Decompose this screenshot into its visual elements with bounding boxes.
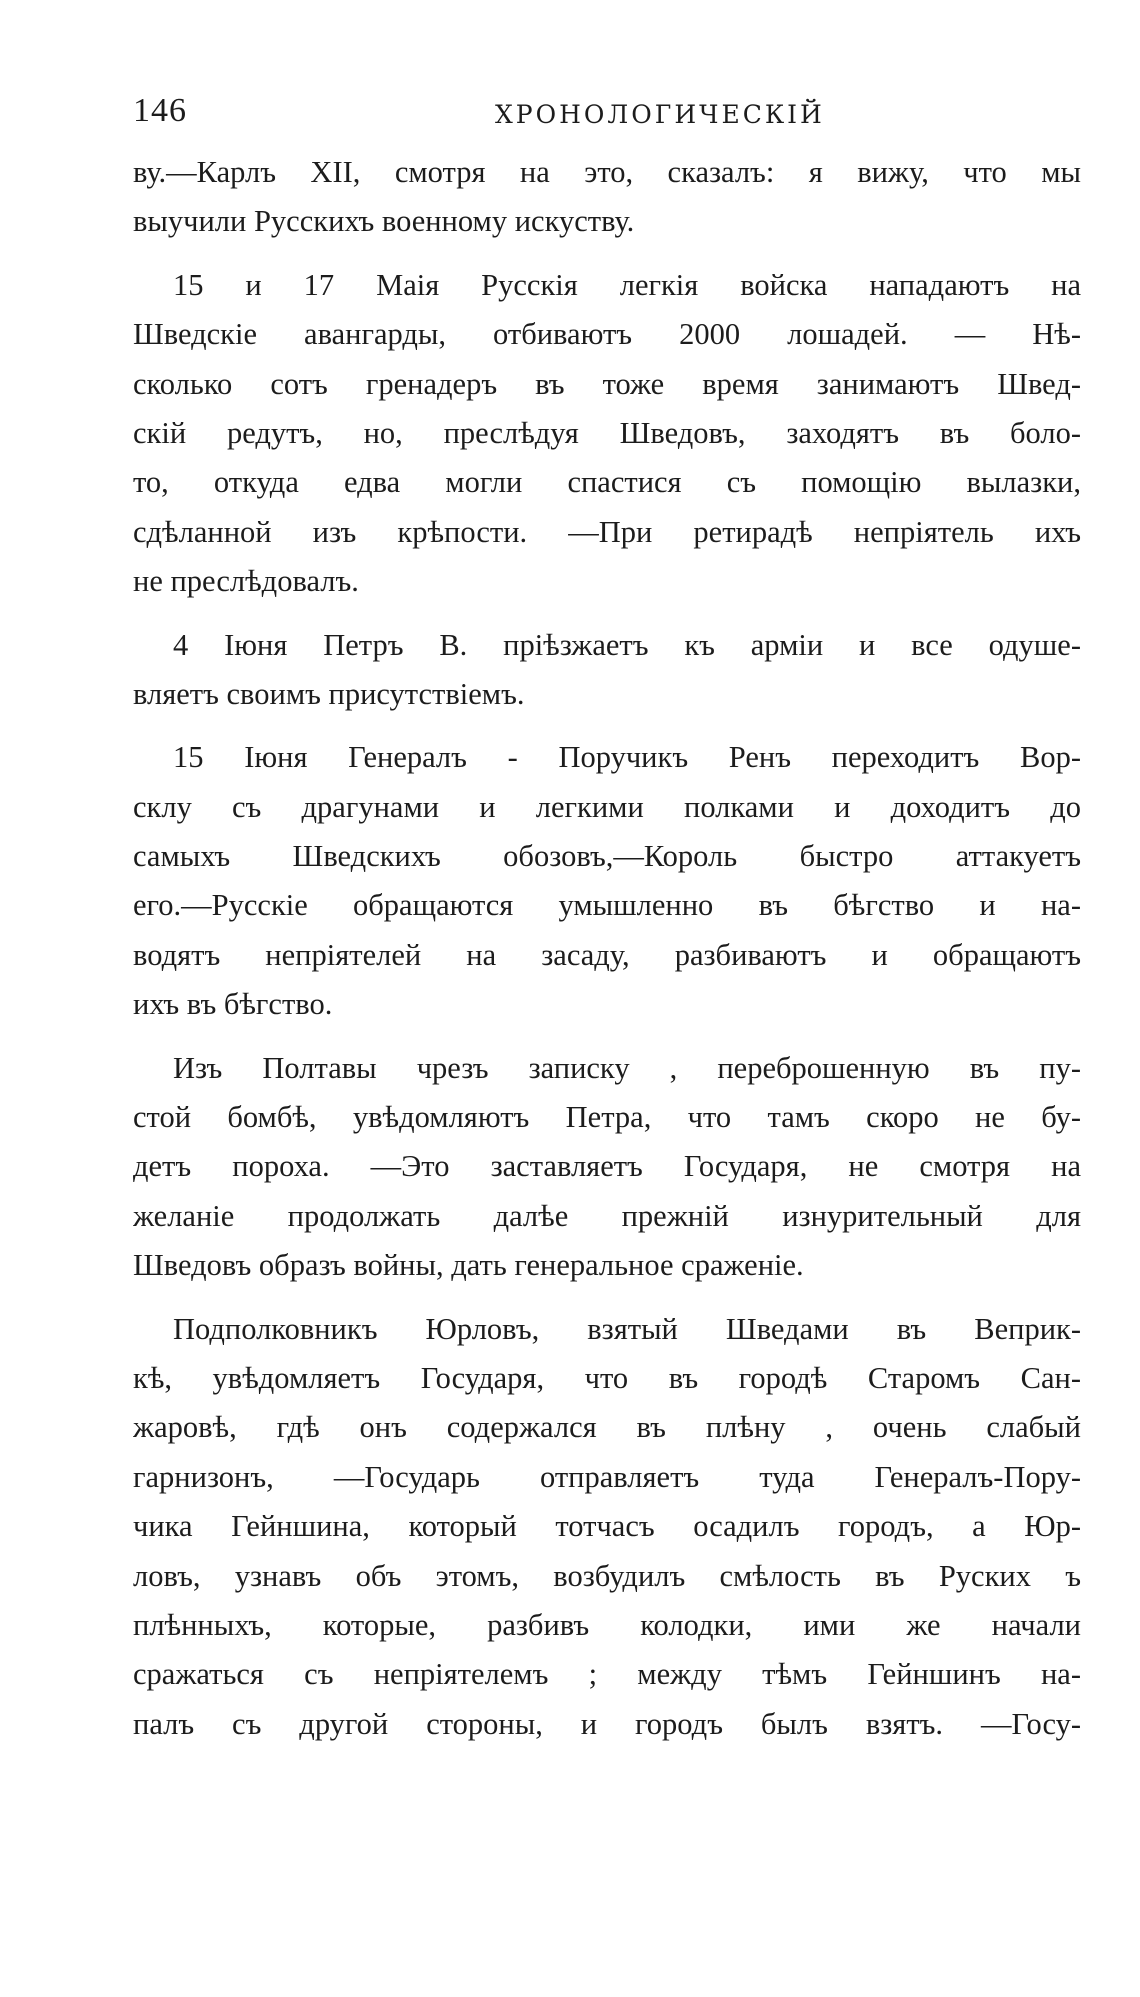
text-line: 4 Іюня Петръ В. пріѣзжаетъ къ арміи и все одуше- (173, 627, 1081, 662)
text-line: Подполковникъ Юрловъ, взятый Шведами въ Веприк- (173, 1311, 1081, 1346)
text-line: детъ пороха. —Это заставляетъ Государя, не смотря на (133, 1149, 1081, 1184)
text-line: водятъ непріятелей на засаду, разбиваютъ и обращаютъ (133, 937, 1081, 972)
text-line: его.—Русскіе обращаются умышленно въ бѣгство и на- (133, 888, 1081, 923)
text-line: ловъ, узнавъ объ этомъ, возбудилъ смѣлость въ Руских ъ (133, 1558, 1081, 1593)
body-text (133, 148, 1081, 1763)
paragraph (133, 148, 1081, 247)
text-line: сдѣланной изъ крѣпости. —При ретирадѣ непріятель ихъ (133, 514, 1081, 549)
text-line: чика Гейншина, который тотчасъ осадилъ городъ, а Юр- (133, 1509, 1081, 1544)
page-header (133, 92, 1083, 132)
text-line: кѣ, увѣдомляетъ Государя, что въ городѣ Старомъ Сан- (133, 1360, 1081, 1395)
paragraph (133, 621, 1081, 720)
text-line: не преслѣдовалъ. (133, 564, 359, 599)
text-line: плѣнныхъ, которые, разбивъ колодки, ими же начали (133, 1607, 1081, 1642)
text-line: ихъ въ бѣгство. (133, 987, 333, 1022)
text-line: 15 Іюня Генералъ - Поручикъ Ренъ переходитъ Вор- (173, 740, 1081, 775)
text-line: вляетъ своимъ присутствіемъ. (133, 676, 525, 711)
paragraph (133, 733, 1081, 1029)
text-line: Шведовъ образъ войны, дать генеральное сраженіе. (133, 1248, 804, 1283)
text-line: то, откуда едва могли спастися съ помощію вылазки, (133, 465, 1081, 500)
text-line: Изъ Полтавы чрезъ записку , переброшенную въ пу- (173, 1050, 1081, 1085)
text-line: сколько сотъ гренадеръ въ тоже время занимаютъ Швед- (133, 366, 1081, 401)
text-line: стой бомбѣ, увѣдомляютъ Петра, что тамъ скоро не бу- (133, 1100, 1081, 1135)
text-line: ву.—Карлъ XII, смотря на это, сказалъ: я вижу, что мы (133, 155, 1081, 189)
page-number: 146 (133, 92, 187, 129)
running-title: ХРОНОЛОГИЧЕСКІЙ (495, 100, 825, 129)
paragraph (133, 1305, 1081, 1750)
text-line: сражаться съ непріятелемъ ; между тѣмъ Гейншинъ на- (133, 1657, 1081, 1692)
text-line: палъ съ другой стороны, и городъ былъ взятъ. —Госу- (133, 1706, 1081, 1741)
text-line: склу съ драгунами и легкими полками и доходитъ до (133, 789, 1081, 824)
paragraph (133, 261, 1081, 607)
text-line: гарнизонъ, —Государь отправляетъ туда Генералъ-Пору- (133, 1459, 1081, 1494)
text-line: скій редутъ, но, преслѣдуя Шведовъ, заходятъ въ боло- (133, 415, 1081, 450)
text-line: самыхъ Шведскихъ обозовъ,—Король быстро аттакуетъ (133, 839, 1081, 874)
paragraph (133, 1044, 1081, 1291)
text-line: жаровѣ, гдѣ онъ содержался въ плѣну , очень слабый (133, 1410, 1081, 1445)
text-line: выучили Русскихъ военному искуству. (133, 204, 635, 239)
text-line: желаніе продолжать далѣе прежній изнурительный для (133, 1198, 1081, 1233)
text-line: 15 и 17 Маія Русскія легкія войска нападаютъ на (173, 267, 1081, 302)
text-line: Шведскіе авангарды, отбиваютъ 2000 лошадей. — Нѣ- (133, 317, 1081, 352)
